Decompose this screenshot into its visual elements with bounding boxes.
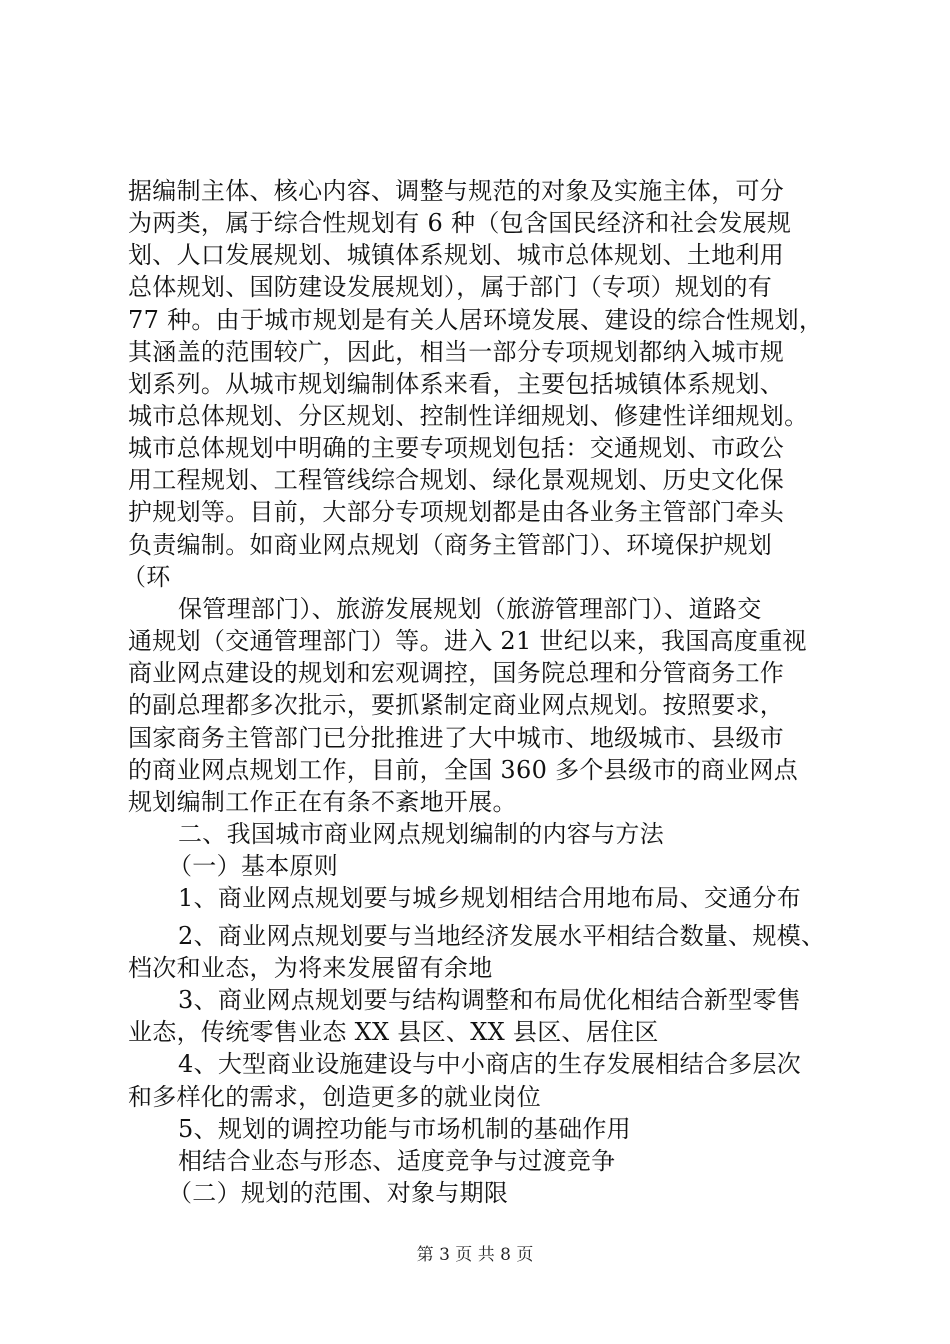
subsection-heading: （一）基本原则 [168,852,339,880]
text-line: 据编制主体、核心内容、调整与规范的对象及实施主体，可分 [128,177,785,205]
text-line: 通规划（交通管理部门）等。进入 21 世纪以来，我国高度重视 [128,627,807,655]
text-line: 总体规划、国防建设发展规划），属于部门（专项）规划的有 [128,273,773,301]
text-line: 的副总理都多次批示，要抓紧制定商业网点规划。按照要求， [128,691,785,719]
text-line: 档次和业态，为将来发展留有余地 [128,954,493,982]
text-line: （环 [122,563,171,591]
text-line: 的商业网点规划工作，目前，全国 360 多个县级市的商业网点 [128,756,799,784]
text-line: 其涵盖的范围较广，因此，相当一部分专项规划都纳入城市规 [128,338,785,366]
list-item: 2、商业网点规划要与当地经济发展水平相结合数量、规模、 [178,922,826,950]
text-line: 护规划等。目前，大部分专项规划都是由各业务主管部门牵头 [128,498,785,526]
text-line: 相结合业态与形态、适度竞争与过渡竞争 [178,1147,616,1175]
text-line: 负责编制。如商业网点规划（商务主管部门）、环境保护规划 [128,531,773,559]
text-line: 城市总体规划、分区规划、控制性详细规划、修建性详细规划。 [128,402,809,430]
text-line: 保管理部门）、旅游发展规划（旅游管理部门）、道路交 [178,595,762,623]
page-footer [0,1244,950,1266]
text-line: 和多样化的需求，创造更多的就业岗位 [128,1083,542,1111]
text-line: 业态，传统零售业态 XX 县区、XX 县区、居住区 [128,1018,659,1046]
list-item: 5、规划的调控功能与市场机制的基础作用 [178,1115,631,1143]
list-item: 1、商业网点规划要与城乡规划相结合用地布局、交通分布 [178,884,802,912]
text-line: 划、人口发展规划、城镇体系规划、城市总体规划、土地利用 [128,241,785,269]
text-line: 城市总体规划中明确的主要专项规划包括：交通规划、市政公 [128,434,785,462]
text-line: 商业网点建设的规划和宏观调控，国务院总理和分管商务工作 [128,659,785,687]
text-line: 规划编制工作正在有条不紊地开展。 [128,788,517,816]
text-line: 为两类，属于综合性规划有 6 种（包含国民经济和社会发展规 [128,209,792,237]
list-item: 4、大型商业设施建设与中小商店的生存发展相结合多层次 [178,1050,802,1078]
text-line: 用工程规划、工程管线综合规划、绿化景观规划、历史文化保 [128,466,785,494]
text-line: 77 种。由于城市规划是有关人居环境发展、建设的综合性规划， [128,306,824,334]
text-line: 国家商务主管部门已分批推进了大中城市、地级城市、县级市 [128,724,785,752]
section-heading: 二、我国城市商业网点规划编制的内容与方法 [178,820,664,848]
subsection-heading: （二）规划的范围、对象与期限 [168,1179,509,1207]
text-line: 划系列。从城市规划编制体系来看，主要包括城镇体系规划、 [128,370,785,398]
page-number: 第 3 页 共 8 页 [416,1245,534,1265]
list-item: 3、商业网点规划要与结构调整和布局优化相结合新型零售 [178,986,802,1014]
